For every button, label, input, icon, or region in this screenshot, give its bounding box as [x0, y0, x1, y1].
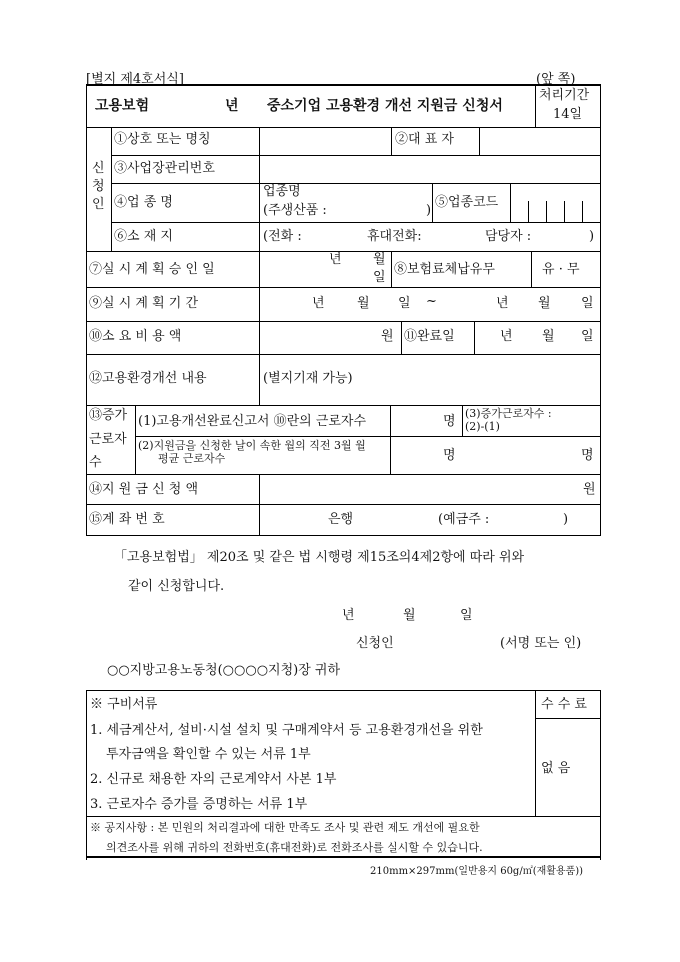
- industry-product-close: ): [426, 203, 432, 218]
- plan-start-day: 일: [398, 296, 411, 311]
- improvement-hint: (별지기재 가능): [263, 371, 353, 386]
- fee-label: 수 수 료: [541, 697, 587, 712]
- rule: [259, 504, 260, 535]
- rule: [564, 201, 565, 222]
- industry-code-label: ⑤업종코드: [435, 195, 499, 210]
- rule: [86, 251, 601, 252]
- rule: [259, 222, 260, 251]
- rule: [86, 127, 601, 128]
- signature-hint: (서명 또는 인): [500, 636, 582, 651]
- rule: [535, 86, 536, 127]
- approval-date-label: ⑦실 시 계 획 승 인 일: [89, 262, 215, 277]
- declaration-day: 일: [460, 608, 473, 623]
- rule: [401, 321, 402, 354]
- rule: [259, 321, 260, 354]
- application-form: [86, 84, 601, 858]
- rule: [259, 474, 260, 504]
- declaration-month: 월: [403, 608, 416, 623]
- increase-item-1: (1)고용개선완료신고서 ⑩란의 근로자수: [138, 414, 367, 429]
- approval-day: 일: [373, 270, 386, 285]
- rule: [86, 690, 87, 860]
- account-holder-label: (예금주 :: [438, 512, 490, 527]
- rule: [86, 474, 601, 475]
- plan-start-year: 년: [312, 296, 325, 311]
- rule: [432, 183, 433, 222]
- form-number: [별지 제4호서식]: [86, 72, 184, 87]
- premium-paid-label: ⑧보험료체납유무: [394, 262, 495, 277]
- rule: [528, 201, 529, 222]
- rule: [546, 201, 547, 222]
- rule: [391, 251, 392, 287]
- document-item-1-line2: 투자금액을 확인할 수 있는 서류 1부: [106, 747, 311, 762]
- rule: [479, 127, 480, 155]
- approval-year: 년: [329, 252, 342, 267]
- completion-day: 일: [581, 329, 594, 344]
- industry-hint: 업종명: [263, 184, 301, 199]
- required-cost-label: ⑩소 요 비 용 액: [89, 329, 182, 344]
- rule: [259, 127, 260, 155]
- rule: [86, 504, 601, 505]
- rule: [111, 222, 601, 223]
- rule: [510, 183, 511, 222]
- contact-close: ): [589, 229, 595, 244]
- plan-end-year: 년: [496, 296, 509, 311]
- increase-item-3-line1: (3)증가근로자수 :: [465, 407, 552, 420]
- processing-period-value: 14일: [553, 107, 583, 122]
- increase-item-2-unit: 명: [443, 448, 456, 463]
- premium-yes-no: 유 · 무: [542, 262, 580, 277]
- documents-heading: ※ 구비서류: [90, 697, 158, 712]
- document-item-3: 3. 근로자수 증가를 증명하는 서류 1부: [90, 797, 308, 812]
- applicant-label-3: 인: [92, 197, 105, 212]
- increase-item-3-line2: (2)-(1): [465, 420, 500, 433]
- tilde: ~: [426, 294, 437, 309]
- plan-start-month: 월: [357, 296, 370, 311]
- rule: [86, 321, 601, 322]
- addressee: ○○지방고용노동청(○○○○지청)장 귀하: [107, 663, 341, 678]
- increase-item-2-line2: 평균 근로자수: [158, 452, 226, 465]
- representative-label: ②대 표 자: [395, 132, 454, 147]
- rule: [535, 690, 536, 816]
- rule: [111, 127, 112, 251]
- increase-item-1-unit: 명: [443, 414, 456, 429]
- bank-label: 은행: [328, 512, 354, 527]
- document-item-1-line1: 1. 세금계산서, 설비·시설 설치 및 구매계약서 등 고용환경개선을 위한: [90, 723, 483, 738]
- plan-end-month: 월: [538, 296, 551, 311]
- rule: [259, 354, 260, 405]
- address-label: ⑥소 재 지: [114, 229, 173, 244]
- rule: [531, 251, 532, 287]
- applicant-signature-label: 신청인: [356, 636, 394, 651]
- subsidy-label: ⑭지 원 금 신 청 액: [89, 482, 199, 497]
- declaration-year: 년: [342, 608, 355, 623]
- rule: [259, 155, 260, 183]
- plan-end-day: 일: [581, 296, 594, 311]
- declaration-line1: 「고용보험법」 제20조 및 같은 법 시행령 제15조의4제2항에 따라 위와: [114, 550, 525, 565]
- document-item-2: 2. 신규로 채용한 자의 근로계약서 사본 1부: [90, 772, 337, 787]
- mobile-label: 휴대전화:: [367, 229, 422, 244]
- phone-label: (전화 :: [263, 229, 302, 244]
- title-year: 년: [225, 98, 239, 114]
- paper-spec: 210mm×297mm(일반용지 60g/㎡(재활용품)): [370, 866, 584, 877]
- processing-period-label: 처리기간: [539, 88, 590, 103]
- increase-label-line3: 수: [89, 455, 102, 470]
- title-prefix: 고용보험: [95, 98, 150, 114]
- company-name-label: ①상호 또는 명칭: [114, 132, 211, 147]
- fee-value: 없 음: [541, 761, 571, 776]
- applicant-label-1: 신: [92, 161, 105, 176]
- increase-label-line1: ⑬증가: [89, 408, 128, 423]
- rule: [111, 155, 601, 156]
- rule: [86, 405, 601, 406]
- account-label: ⑮계 좌 번 호: [89, 512, 165, 527]
- rule: [462, 405, 463, 436]
- rule: [86, 287, 601, 288]
- contact-label: 담당자 :: [485, 229, 532, 244]
- plan-period-label: ⑨실 시 계 획 기 간: [89, 296, 199, 311]
- increase-total-unit: 명: [581, 448, 594, 463]
- required-cost-unit: 원: [381, 329, 394, 344]
- increase-label-line2: 근로자: [89, 432, 127, 447]
- notice-line2: 의견조사를 위해 귀하의 전화번호(휴대전화)로 전화조사를 실시할 수 있습니다.: [106, 841, 483, 854]
- rule: [600, 690, 601, 860]
- industry-product-hint: (주생산품 :: [263, 203, 327, 218]
- rule: [135, 405, 136, 474]
- rule: [86, 354, 601, 355]
- account-holder-close: ): [563, 512, 569, 527]
- rule: [135, 436, 601, 437]
- improvement-label: ⑫고용환경개선 내용: [89, 371, 207, 386]
- industry-label: ④업 종 명: [114, 195, 173, 210]
- rule: [86, 816, 601, 817]
- rule: [86, 86, 87, 535]
- completion-year: 년: [500, 329, 513, 344]
- notice-line1: ※ 공지사항 : 본 민원의 처리결과에 대한 만족도 조사 및 관련 제도 개선에 필요한: [90, 821, 480, 834]
- rule: [535, 718, 601, 719]
- applicant-label-2: 청: [92, 179, 105, 194]
- rule: [582, 201, 583, 222]
- rule: [390, 405, 391, 474]
- completion-month: 월: [542, 329, 555, 344]
- completion-date-label: ⑪완료일: [404, 329, 455, 344]
- rule: [86, 535, 601, 536]
- rule: [391, 127, 392, 155]
- increase-item-2-line1: (2)지원금을 신청한 날이 속한 월의 직전 3월 월: [138, 439, 366, 452]
- form-title: 중소기업 고용환경 개선 지원금 신청서: [267, 98, 503, 114]
- biz-no-label: ③사업장관리번호: [114, 161, 215, 176]
- rule: [259, 251, 260, 287]
- page-side: (앞 쪽): [536, 72, 576, 87]
- rule: [111, 183, 601, 184]
- rule: [259, 183, 260, 222]
- declaration-line2: 같이 신청합니다.: [128, 579, 225, 594]
- approval-month: 월: [373, 252, 386, 267]
- rule: [474, 321, 475, 354]
- rule: [600, 86, 601, 535]
- rule: [259, 287, 260, 321]
- subsidy-unit: 원: [583, 482, 596, 497]
- rule: [86, 690, 601, 691]
